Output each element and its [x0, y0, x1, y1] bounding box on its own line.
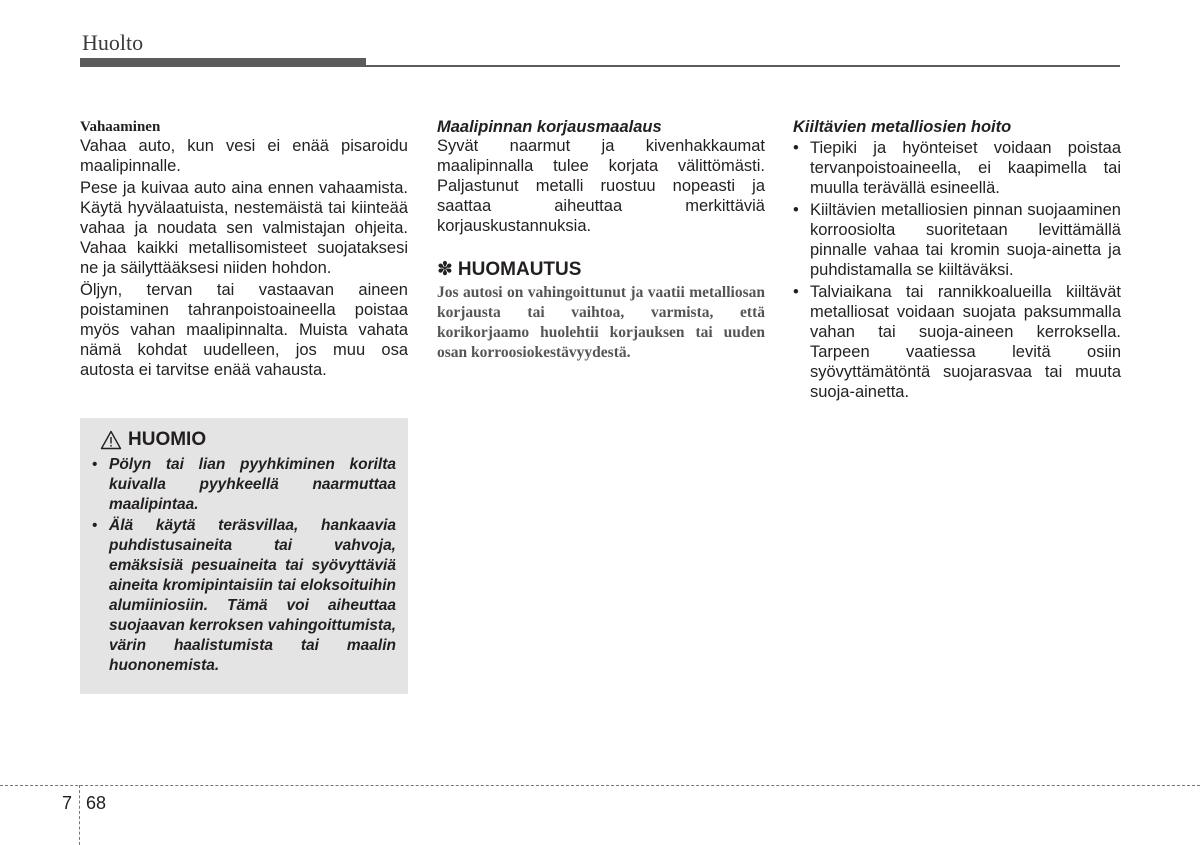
paint-repair-heading: Maalipinnan korjausmaalaus: [437, 118, 662, 136]
warning-box: [80, 418, 408, 694]
warning-title: HUOMIO: [128, 429, 207, 450]
metal-care-list: [793, 138, 1121, 402]
warning-triangle-icon: [100, 430, 122, 450]
bullet-icon: •: [92, 456, 98, 473]
metal-care-item-text: Tiepiki ja hyönteiset voidaan poistaa tervanpoistoaineella, ei kaapimella tai muulla terävällä esineellä.: [810, 139, 1121, 197]
header-rule-thin: [366, 65, 1120, 67]
bullet-icon: •: [793, 139, 799, 157]
metal-care-item-text: Kiiltävien metalliosien pinnan suojaaminen korroosiolta suoritetaan levittämällä pinnalle vahaa tai kromin suoja-ainetta ja puhdistamalla se kiiltäväksi.: [810, 201, 1121, 279]
waxing-paragraph: Vahaa auto, kun vesi ei enää pisaroidu maalipinnalle.: [80, 137, 408, 175]
header-rule-thick: [80, 58, 366, 67]
page-section-title: Huolto: [82, 30, 144, 55]
metal-care-item-text: Talviaikana tai rannikkoalueilla kiiltävät metalliosat voidaan suojata paksummalla vahan tai suoja-aineen kerroksella. Tarpeen vaatiessa levitä osiin syövyttämätöntä suojarasvaa tai muuta suoja-ainetta.: [810, 283, 1121, 401]
column-waxing: [80, 118, 408, 382]
warning-item-text: Älä käytä teräsvillaa, hankaavia puhdistusaineita tai vahvoja, emäksisiä pesuaineita tai syövyttäviä aineita kromipintaisiin tai eloksoituihin alumiiniosiin. Tämä voi aiheuttaa suojaavan kerroksen vahingoittumista, värin haalistumista tai maalin huononemista.: [109, 517, 396, 674]
metal-care-item: [793, 138, 1121, 198]
waxing-paragraph: Pese ja kuivaa auto aina ennen vahaamista. Käytä hyvälaatuista, nestemäistä tai kiinteää vahaa ja noudata sen valmistajan ohjeita. Vahaa kaikki metallisomisteet suojataksesi ne ja säilyttääksesi niiden hohdon.: [80, 179, 408, 277]
page-number: 68: [86, 793, 107, 813]
waxing-paragraph: Öljyn, tervan tai vastaavan aineen poistaminen tahranpoistoaineella poistaa myös vahan maalipinnalta. Muista vahata nämä kohdat uudelleen, jos muu osa autosta ei tarvitse enää vahausta.: [80, 281, 408, 379]
metal-care-item: [793, 200, 1121, 280]
note-text: Jos autosi on vahingoittunut ja vaatii metalliosan korjausta tai vaihtoa, varmista, että korikorjaamo huolehtii korjauksen tai uuden osan korroosiokestävyydestä.: [437, 284, 765, 361]
warning-list: [92, 455, 396, 676]
note-title: HUOMAUTUS: [457, 258, 582, 280]
warning-item: [92, 516, 396, 676]
bullet-icon: •: [92, 517, 98, 534]
metal-care-item: [793, 282, 1121, 402]
chapter-number: 7: [62, 793, 73, 813]
warning-item: [92, 455, 396, 515]
bullet-icon: •: [793, 201, 799, 219]
column-metal-care: [793, 118, 1121, 404]
note-header: [437, 258, 765, 281]
metal-care-heading: Kiiltävien metalliosien hoito: [793, 118, 1012, 136]
column-paint-repair: [437, 118, 765, 363]
warning-item-text: Pölyn tai lian pyyhkiminen korilta kuivalla pyyhkeellä naarmuttaa maalipintaa.: [109, 456, 396, 513]
warning-header: [92, 429, 396, 451]
waxing-heading: Vahaaminen: [80, 119, 161, 135]
bullet-icon: •: [793, 283, 799, 301]
footer-dashed-divider: [79, 785, 80, 845]
note-star-icon: ✽: [437, 259, 453, 280]
paint-repair-paragraph: Syvät naarmut ja kivenhakkaumat maalipinnalla tulee korjata välittömästi. Paljastunut metalli ruostuu nopeasti ja saattaa aiheuttaa merkittäviä korjauskustannuksia.: [437, 137, 765, 235]
footer-dashed-rule: [0, 785, 1200, 786]
